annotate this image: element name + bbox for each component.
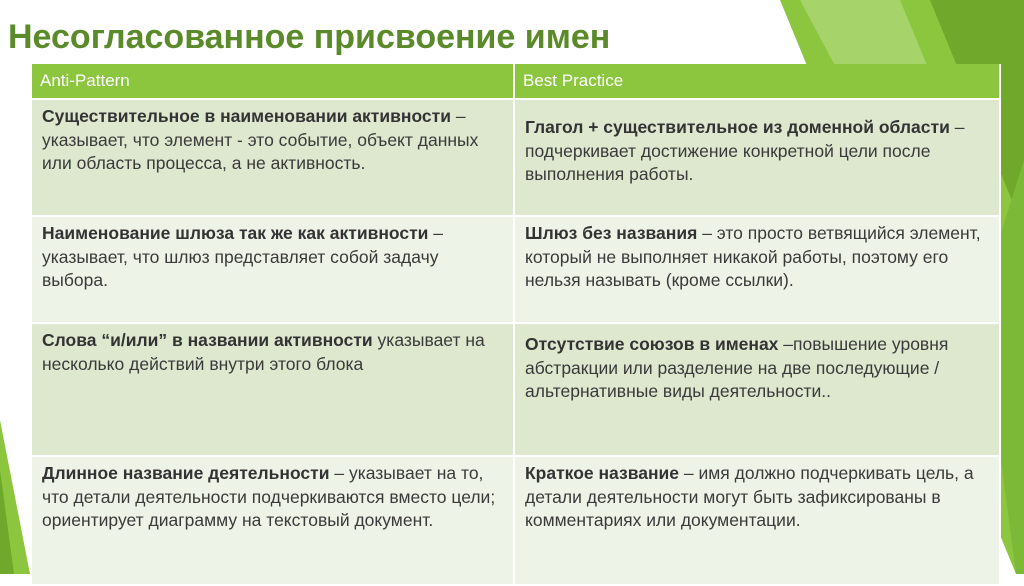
table-row bbox=[32, 99, 1000, 216]
anti-pattern-description: – указывает, что шлюз представляет собой задачу выбора. bbox=[42, 223, 444, 290]
anti-pattern-description: – указывает, что элемент - это событие, объект данных или область процесса, а не активность. bbox=[42, 106, 479, 173]
best-practice-term: Отсутствие союзов в именах bbox=[525, 334, 779, 354]
anti-pattern-cell bbox=[32, 216, 514, 323]
anti-pattern-term: Слова “и/или” в названии активности bbox=[42, 330, 373, 350]
anti-pattern-term: Существительное в наименовании активности bbox=[42, 106, 451, 126]
table-header-row bbox=[32, 64, 1000, 99]
anti-pattern-cell bbox=[32, 323, 514, 456]
best-practice-cell bbox=[514, 216, 1000, 323]
anti-pattern-term: Наименование шлюза так же как активности bbox=[42, 223, 429, 243]
best-practice-cell bbox=[514, 456, 1000, 585]
comparison-table bbox=[32, 64, 1000, 568]
header-best-practice: Best Practice bbox=[514, 64, 1000, 99]
best-practice-description: –повышение уровня абстракции или разделение на две последующие / альтернативные виды деятельности.. bbox=[525, 334, 949, 401]
anti-pattern-term: Длинное название деятельности bbox=[42, 463, 330, 483]
best-practice-term: Краткое название bbox=[525, 463, 680, 483]
best-practice-cell bbox=[514, 99, 1000, 216]
best-practice-cell bbox=[514, 323, 1000, 456]
table-row bbox=[32, 456, 1000, 585]
anti-pattern-cell bbox=[32, 456, 514, 585]
best-practice-description: – имя должно подчеркивать цель, а детали деятельности могут быть зафиксированы в комментариях или документации. bbox=[525, 463, 974, 530]
anti-pattern-description: указывает на несколько действий внутри этого блока bbox=[42, 330, 485, 374]
slide-title: Несогласованное присвоение имен bbox=[8, 18, 611, 56]
best-practice-description: – это просто ветвящийся элемент, который не выполняет никакой работы, поэтому его нельзя называть (кроме ссылки). bbox=[525, 223, 981, 290]
anti-pattern-cell bbox=[32, 99, 514, 216]
header-anti-pattern: Anti-Pattern bbox=[32, 64, 514, 99]
table-row bbox=[32, 216, 1000, 323]
best-practice-term: Глагол + существительное из доменной области bbox=[525, 117, 950, 137]
anti-pattern-description: – указывает на то, что детали деятельности подчеркиваются вместо цели; ориентирует диаграмму на текстовый документ. bbox=[42, 463, 496, 530]
left-green-decoration bbox=[0, 0, 32, 574]
best-practice-term: Шлюз без названия bbox=[525, 223, 698, 243]
best-practice-description: – подчеркивает достижение конкретной цели после выполнения работы. bbox=[525, 117, 965, 184]
table-row bbox=[32, 323, 1000, 456]
